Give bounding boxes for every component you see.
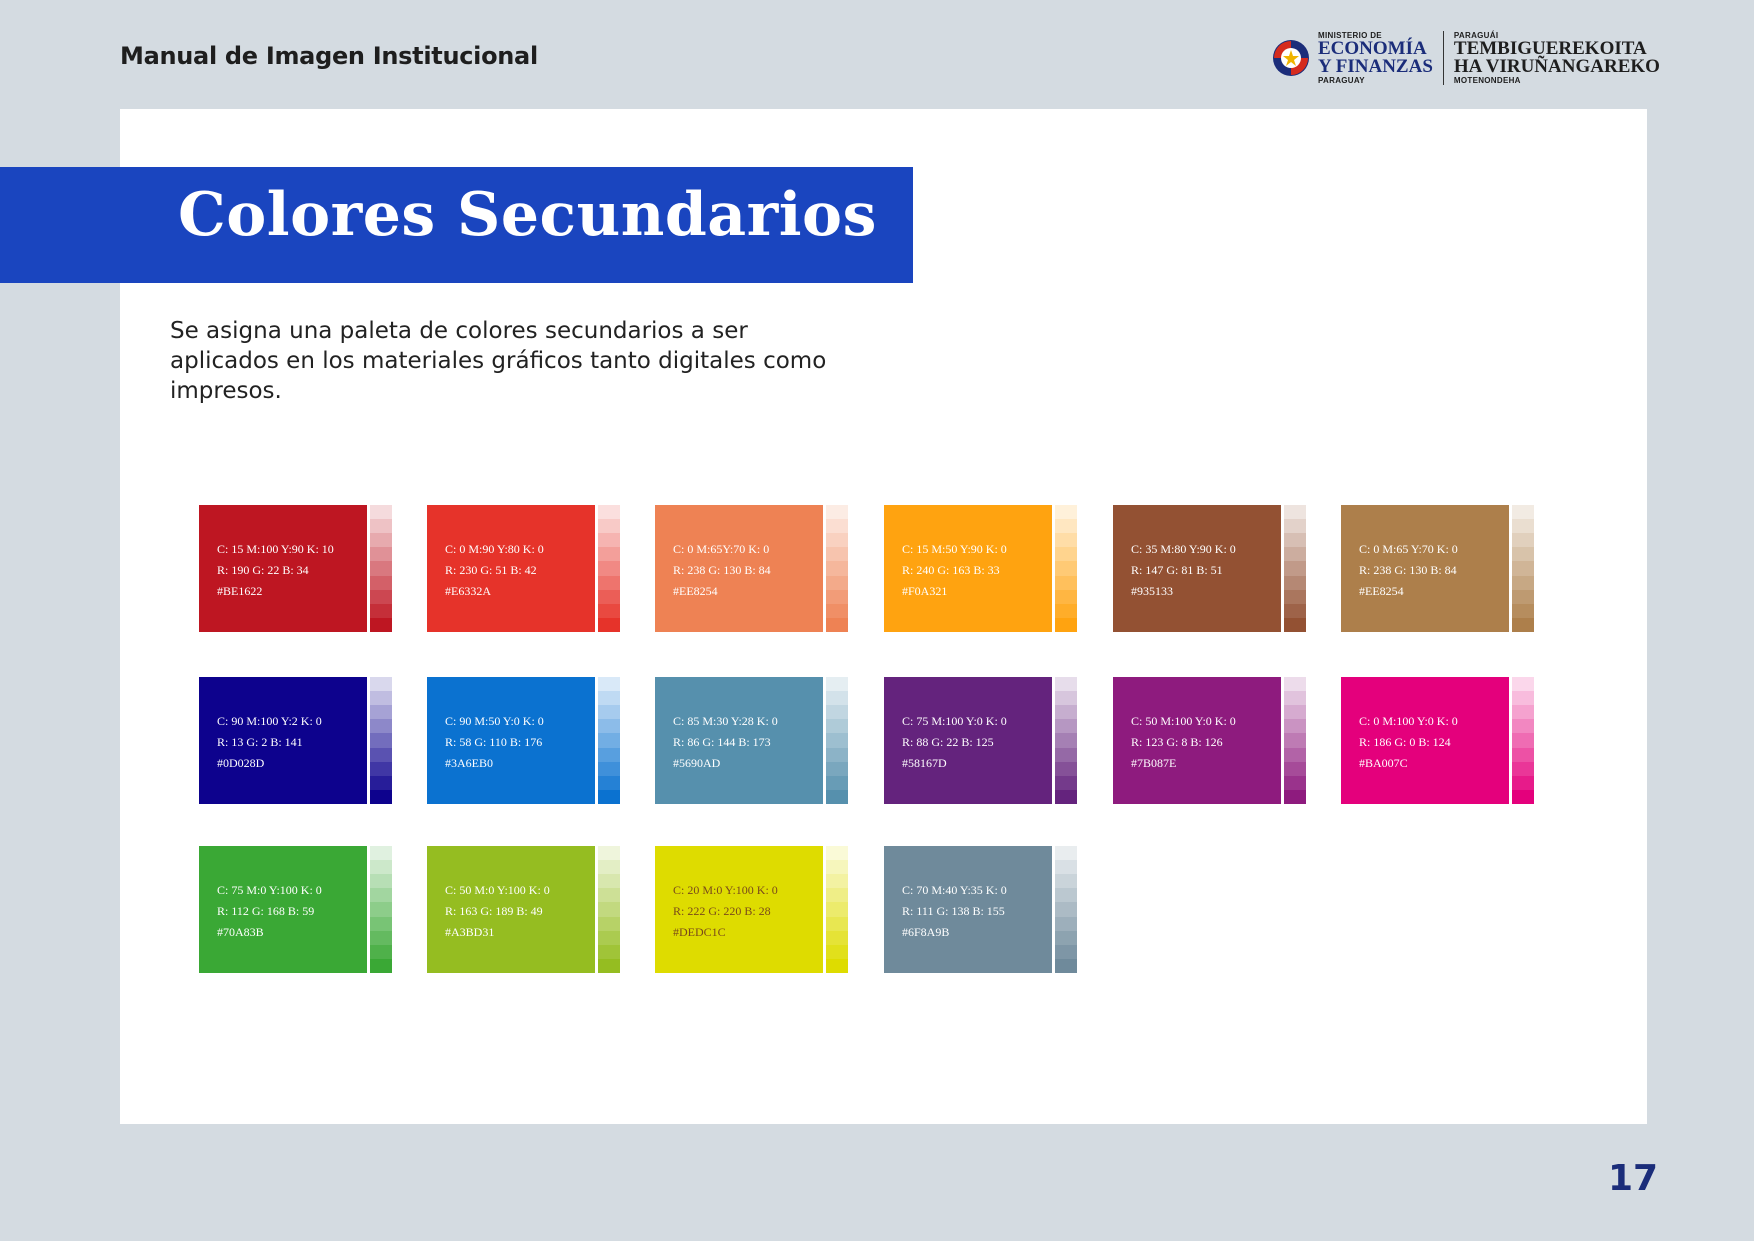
swatch-cmyk: C: 15 M:50 Y:90 K: 0 <box>902 542 1007 556</box>
tint-step <box>598 917 620 931</box>
tint-step <box>826 945 848 959</box>
tint-step <box>1284 748 1306 762</box>
swatch-hex: #935133 <box>1131 584 1173 598</box>
tint-step <box>826 733 848 747</box>
tint-step <box>370 604 392 618</box>
tint-step <box>1512 790 1534 804</box>
swatch-rgb: R: 190 G: 22 B: 34 <box>217 563 309 577</box>
swatch-hex: #BA007C <box>1359 756 1408 770</box>
swatch-hex: #58167D <box>902 756 947 770</box>
tint-step <box>1055 547 1077 561</box>
swatch-hex: #7B087E <box>1131 756 1177 770</box>
tint-step <box>370 874 392 888</box>
tint-step <box>1055 776 1077 790</box>
tint-step <box>826 846 848 860</box>
tint-step <box>1512 691 1534 705</box>
swatch-tint-strip <box>598 505 620 632</box>
swatch-cmyk: C: 35 M:80 Y:90 K: 0 <box>1131 542 1236 556</box>
tint-step <box>826 762 848 776</box>
tint-step <box>370 691 392 705</box>
tint-step <box>598 590 620 604</box>
tint-step <box>1512 733 1534 747</box>
tint-step <box>1284 705 1306 719</box>
tint-step <box>826 776 848 790</box>
swatch-rgb: R: 58 G: 110 B: 176 <box>445 735 543 749</box>
swatch-hex: #EE8254 <box>1359 584 1404 598</box>
swatch-cmyk: C: 90 M:100 Y:2 K: 0 <box>217 714 322 728</box>
swatch-cmyk: C: 50 M:0 Y:100 K: 0 <box>445 883 550 897</box>
tint-step <box>826 705 848 719</box>
tint-step <box>1055 917 1077 931</box>
tint-step <box>826 519 848 533</box>
tint-step <box>598 604 620 618</box>
tint-step <box>826 604 848 618</box>
swatch-tint-strip <box>1512 677 1534 804</box>
tint-step <box>826 748 848 762</box>
swatch-color-block <box>199 846 367 973</box>
swatch-cmyk: C: 75 M:100 Y:0 K: 0 <box>902 714 1007 728</box>
tint-step <box>370 519 392 533</box>
tint-step <box>370 888 392 902</box>
swatch-hex: #3A6EB0 <box>445 756 493 770</box>
document-title: Manual de Imagen Institucional <box>120 42 538 70</box>
swatch-tint-strip <box>826 677 848 804</box>
swatch-rgb: R: 238 G: 130 B: 84 <box>1359 563 1457 577</box>
swatch-color-block <box>1113 677 1281 804</box>
tint-step <box>826 790 848 804</box>
tint-step <box>826 505 848 519</box>
swatch-cmyk: C: 70 M:40 Y:35 K: 0 <box>902 883 1007 897</box>
tint-step <box>370 902 392 916</box>
tint-step <box>1512 776 1534 790</box>
tint-step <box>1512 748 1534 762</box>
tint-step <box>826 902 848 916</box>
swatch-hex: #EE8254 <box>673 584 718 598</box>
page-number: 17 <box>1608 1158 1659 1199</box>
logo-right-line2: HA VIRUÑANGAREKO <box>1453 56 1660 77</box>
tint-step <box>1055 576 1077 590</box>
tint-step <box>598 719 620 733</box>
swatch-values <box>673 711 778 774</box>
tint-step <box>1055 748 1077 762</box>
logo-right-top: PARAGUÁI <box>1453 31 1499 40</box>
tint-step <box>1512 519 1534 533</box>
swatch-cmyk: C: 0 M:100 Y:0 K: 0 <box>1359 714 1458 728</box>
tint-step <box>1284 547 1306 561</box>
swatch-rgb: R: 186 G: 0 B: 124 <box>1359 735 1451 749</box>
tint-step <box>370 618 392 632</box>
swatch-values <box>217 711 322 774</box>
tint-step <box>1284 505 1306 519</box>
tint-step <box>1055 931 1077 945</box>
swatch-color-block <box>427 846 595 973</box>
tint-step <box>598 547 620 561</box>
swatch-color-block <box>884 677 1052 804</box>
swatch-rgb: R: 13 G: 2 B: 141 <box>217 735 303 749</box>
swatch-values <box>902 539 1007 602</box>
swatch-values <box>445 539 544 602</box>
tint-step <box>1284 677 1306 691</box>
tint-step <box>598 874 620 888</box>
logo-left-top: MINISTERIO DE <box>1318 31 1382 40</box>
logo-left-line1: ECONOMÍA <box>1318 38 1427 59</box>
swatch-rgb: R: 147 G: 81 B: 51 <box>1131 563 1223 577</box>
swatch-tint-strip <box>598 677 620 804</box>
tint-step <box>598 691 620 705</box>
swatch-cmyk: C: 0 M:65 Y:70 K: 0 <box>1359 542 1458 556</box>
swatch-hex: #70A83B <box>217 925 264 939</box>
tint-step <box>370 917 392 931</box>
swatch-cmyk: C: 50 M:100 Y:0 K: 0 <box>1131 714 1236 728</box>
tint-step <box>1512 561 1534 575</box>
tint-step <box>1284 519 1306 533</box>
swatch-tint-strip <box>370 505 392 632</box>
swatch-values <box>673 880 778 943</box>
tint-step <box>826 959 848 973</box>
tint-step <box>598 762 620 776</box>
tint-step <box>370 748 392 762</box>
intro-paragraph: Se asigna una paleta de colores secundarios a ser aplicados en los materiales gráficos tanto digitales como impresos. <box>170 318 827 404</box>
tint-step <box>370 719 392 733</box>
tint-step <box>370 505 392 519</box>
tint-step <box>370 846 392 860</box>
tint-step <box>1055 519 1077 533</box>
tint-step <box>1512 677 1534 691</box>
swatch-hex: #5690AD <box>673 756 721 770</box>
logo-right-bottom: MOTENONDEHA <box>1453 76 1521 85</box>
tint-step <box>826 874 848 888</box>
tint-step <box>370 945 392 959</box>
tint-step <box>598 931 620 945</box>
tint-step <box>1055 533 1077 547</box>
tint-step <box>1055 790 1077 804</box>
swatch-tint-strip <box>370 846 392 973</box>
tint-step <box>370 860 392 874</box>
tint-step <box>1512 762 1534 776</box>
tint-step <box>1512 604 1534 618</box>
tint-step <box>370 576 392 590</box>
tint-step <box>598 576 620 590</box>
tint-step <box>1284 762 1306 776</box>
swatch-tint-strip <box>1284 505 1306 632</box>
tint-step <box>598 860 620 874</box>
tint-step <box>826 691 848 705</box>
tint-step <box>1512 705 1534 719</box>
tint-step <box>598 748 620 762</box>
swatch-values <box>902 880 1007 943</box>
tint-step <box>370 677 392 691</box>
tint-step <box>1284 618 1306 632</box>
tint-step <box>1512 590 1534 604</box>
tint-step <box>1055 618 1077 632</box>
tint-step <box>1055 677 1077 691</box>
swatch-cmyk: C: 0 M:65Y:70 K: 0 <box>673 542 770 556</box>
coat-of-arms-icon <box>1270 37 1312 79</box>
tint-step <box>1284 691 1306 705</box>
tint-step <box>826 677 848 691</box>
swatch-color-block <box>427 505 595 632</box>
swatch-tint-strip <box>1284 677 1306 804</box>
tint-step <box>370 705 392 719</box>
tint-step <box>1284 719 1306 733</box>
logo-left-bottom: PARAGUAY <box>1318 76 1365 85</box>
swatch-rgb: R: 222 G: 220 B: 28 <box>673 904 771 918</box>
swatch-tint-strip <box>826 505 848 632</box>
tint-step <box>1284 561 1306 575</box>
tint-step <box>370 561 392 575</box>
swatch-values <box>1131 711 1236 774</box>
tint-step <box>826 931 848 945</box>
swatch-color-block <box>655 846 823 973</box>
tint-step <box>1055 604 1077 618</box>
swatch-color-block <box>884 505 1052 632</box>
tint-step <box>1055 719 1077 733</box>
tint-step <box>598 945 620 959</box>
tint-step <box>598 505 620 519</box>
tint-step <box>826 561 848 575</box>
tint-step <box>1512 618 1534 632</box>
tint-step <box>1055 959 1077 973</box>
ministry-logo <box>1270 28 1660 88</box>
tint-step <box>598 902 620 916</box>
tint-step <box>1512 533 1534 547</box>
logo-divider <box>1443 31 1444 85</box>
tint-step <box>1512 576 1534 590</box>
logo-right-line1: TEMBIGUEREKOITA <box>1453 38 1647 59</box>
swatch-cmyk: C: 15 M:100 Y:90 K: 10 <box>217 542 334 556</box>
tint-step <box>598 533 620 547</box>
swatch-rgb: R: 112 G: 168 B: 59 <box>217 904 315 918</box>
tint-step <box>598 519 620 533</box>
swatch-hex: #F0A321 <box>902 584 948 598</box>
swatch-values <box>1359 711 1458 774</box>
swatch-rgb: R: 123 G: 8 B: 126 <box>1131 735 1223 749</box>
tint-step <box>1512 547 1534 561</box>
tint-step <box>598 888 620 902</box>
tint-step <box>1284 790 1306 804</box>
tint-step <box>1284 776 1306 790</box>
tint-step <box>370 733 392 747</box>
swatch-values <box>1131 539 1236 602</box>
swatch-values <box>217 880 322 943</box>
swatch-rgb: R: 86 G: 144 B: 173 <box>673 735 771 749</box>
page-title: Colores Secundarios <box>178 180 877 250</box>
tint-step <box>1512 505 1534 519</box>
tint-step <box>1055 846 1077 860</box>
tint-step <box>598 959 620 973</box>
swatch-hex: #DEDC1C <box>673 925 726 939</box>
swatch-cmyk: C: 90 M:50 Y:0 K: 0 <box>445 714 544 728</box>
tint-step <box>370 547 392 561</box>
tint-step <box>370 959 392 973</box>
swatch-hex: #A3BD31 <box>445 925 495 939</box>
tint-step <box>826 576 848 590</box>
swatch-rgb: R: 88 G: 22 B: 125 <box>902 735 994 749</box>
swatch-values <box>673 539 771 602</box>
tint-step <box>370 590 392 604</box>
tint-step <box>370 931 392 945</box>
tint-step <box>1055 691 1077 705</box>
swatch-values <box>1359 539 1458 602</box>
swatch-color-block <box>199 505 367 632</box>
tint-step <box>598 733 620 747</box>
swatch-cmyk: C: 75 M:0 Y:100 K: 0 <box>217 883 322 897</box>
swatch-cmyk: C: 85 M:30 Y:28 K: 0 <box>673 714 778 728</box>
swatch-color-block <box>655 677 823 804</box>
swatch-tint-strip <box>370 677 392 804</box>
swatch-tint-strip <box>598 846 620 973</box>
swatch-values <box>445 880 550 943</box>
swatch-cmyk: C: 0 M:90 Y:80 K: 0 <box>445 542 544 556</box>
tint-step <box>1055 505 1077 519</box>
tint-step <box>826 618 848 632</box>
swatch-tint-strip <box>1512 505 1534 632</box>
tint-step <box>826 860 848 874</box>
swatch-tint-strip <box>1055 677 1077 804</box>
tint-step <box>1055 590 1077 604</box>
tint-step <box>1284 604 1306 618</box>
tint-step <box>826 533 848 547</box>
tint-step <box>1055 561 1077 575</box>
swatch-rgb: R: 230 G: 51 B: 42 <box>445 563 537 577</box>
tint-step <box>1055 762 1077 776</box>
tint-step <box>1055 902 1077 916</box>
tint-step <box>370 533 392 547</box>
tint-step <box>1055 705 1077 719</box>
tint-step <box>370 776 392 790</box>
tint-step <box>826 719 848 733</box>
tint-step <box>598 776 620 790</box>
swatch-color-block <box>1341 505 1509 632</box>
tint-step <box>826 888 848 902</box>
tint-step <box>598 846 620 860</box>
swatch-values <box>445 711 544 774</box>
swatch-rgb: R: 240 G: 163 B: 33 <box>902 563 1000 577</box>
tint-step <box>1284 576 1306 590</box>
tint-step <box>826 917 848 931</box>
swatch-hex: #E6332A <box>445 584 491 598</box>
tint-step <box>1284 733 1306 747</box>
swatch-values <box>902 711 1007 774</box>
tint-step <box>598 618 620 632</box>
tint-step <box>1055 874 1077 888</box>
tint-step <box>1055 888 1077 902</box>
tint-step <box>826 590 848 604</box>
tint-step <box>1284 533 1306 547</box>
swatch-rgb: R: 238 G: 130 B: 84 <box>673 563 771 577</box>
tint-step <box>598 705 620 719</box>
swatch-tint-strip <box>1055 846 1077 973</box>
swatch-color-block <box>199 677 367 804</box>
swatch-hex: #0D028D <box>217 756 265 770</box>
swatch-color-block <box>1341 677 1509 804</box>
swatch-color-block <box>427 677 595 804</box>
swatch-cmyk: C: 20 M:0 Y:100 K: 0 <box>673 883 778 897</box>
swatch-tint-strip <box>1055 505 1077 632</box>
swatch-hex: #6F8A9B <box>902 925 950 939</box>
tint-step <box>1055 860 1077 874</box>
tint-step <box>1284 590 1306 604</box>
tint-step <box>598 677 620 691</box>
swatch-tint-strip <box>826 846 848 973</box>
tint-step <box>1055 945 1077 959</box>
swatch-hex: #BE1622 <box>217 584 263 598</box>
swatch-rgb: R: 111 G: 138 B: 155 <box>902 904 1005 918</box>
tint-step <box>1055 733 1077 747</box>
logo-left-line2: Y FINANZAS <box>1318 56 1433 77</box>
tint-step <box>826 547 848 561</box>
tint-step <box>370 762 392 776</box>
swatch-values <box>217 539 334 602</box>
tint-step <box>1512 719 1534 733</box>
swatch-color-block <box>1113 505 1281 632</box>
swatch-rgb: R: 163 G: 189 B: 49 <box>445 904 543 918</box>
tint-step <box>370 790 392 804</box>
tint-step <box>598 561 620 575</box>
tint-step <box>598 790 620 804</box>
swatch-color-block <box>884 846 1052 973</box>
swatch-color-block <box>655 505 823 632</box>
